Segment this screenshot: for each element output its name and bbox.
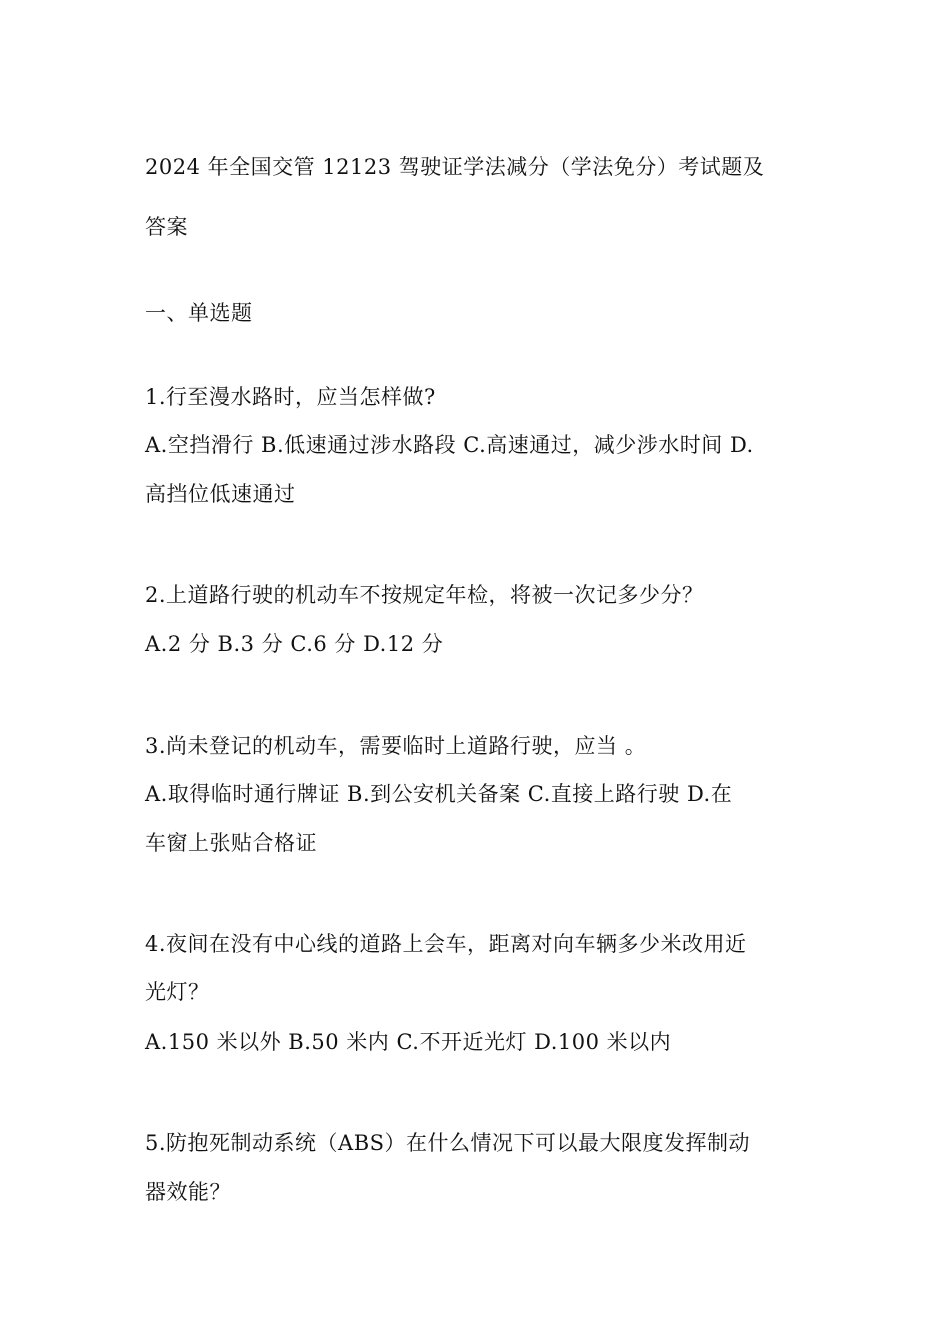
question-3-options-line-1: A.取得临时通行牌证 B.到公安机关备案 C.直接上路行驶 D.在 — [145, 782, 733, 806]
question-2-options-line-1: A.2 分 B.3 分 C.6 分 D.12 分 — [145, 632, 444, 656]
question-5-text-line-2: 器效能？ — [145, 1180, 231, 1204]
question-5-text-line-1: 5.防抱死制动系统（ABS）在什么情况下可以最大限度发挥制动 — [145, 1131, 751, 1155]
question-4-text-line-2: 光灯？ — [145, 980, 210, 1004]
section-heading: 一、单选题 — [145, 301, 253, 325]
question-1-text: 1.行至漫水路时，应当怎样做? — [145, 385, 436, 409]
document-title-line-2: 答案 — [145, 215, 188, 239]
question-1-options-line-1: A.空挡滑行 B.低速通过涉水路段 C.高速通过，减少涉水时间 D. — [145, 433, 754, 457]
question-2-text: 2.上道路行驶的机动车不按规定年检，将被一次记多少分？ — [145, 583, 704, 607]
document-title-line-1: 2024 年全国交管 12123 驾驶证学法减分（学法免分）考试题及 — [145, 155, 765, 179]
question-4-options-line-1: A.150 米以外 B.50 米内 C.不开近光灯 D.100 米以内 — [145, 1030, 672, 1054]
question-4-text-line-1: 4.夜间在没有中心线的道路上会车，距离对向车辆多少米改用近 — [145, 932, 747, 956]
question-3-text: 3.尚未登记的机动车，需要临时上道路行驶，应当 。 — [145, 734, 647, 758]
question-1-options-line-2: 高挡位低速通过 — [145, 482, 296, 506]
question-3-options-line-2: 车窗上张贴合格证 — [145, 831, 317, 855]
